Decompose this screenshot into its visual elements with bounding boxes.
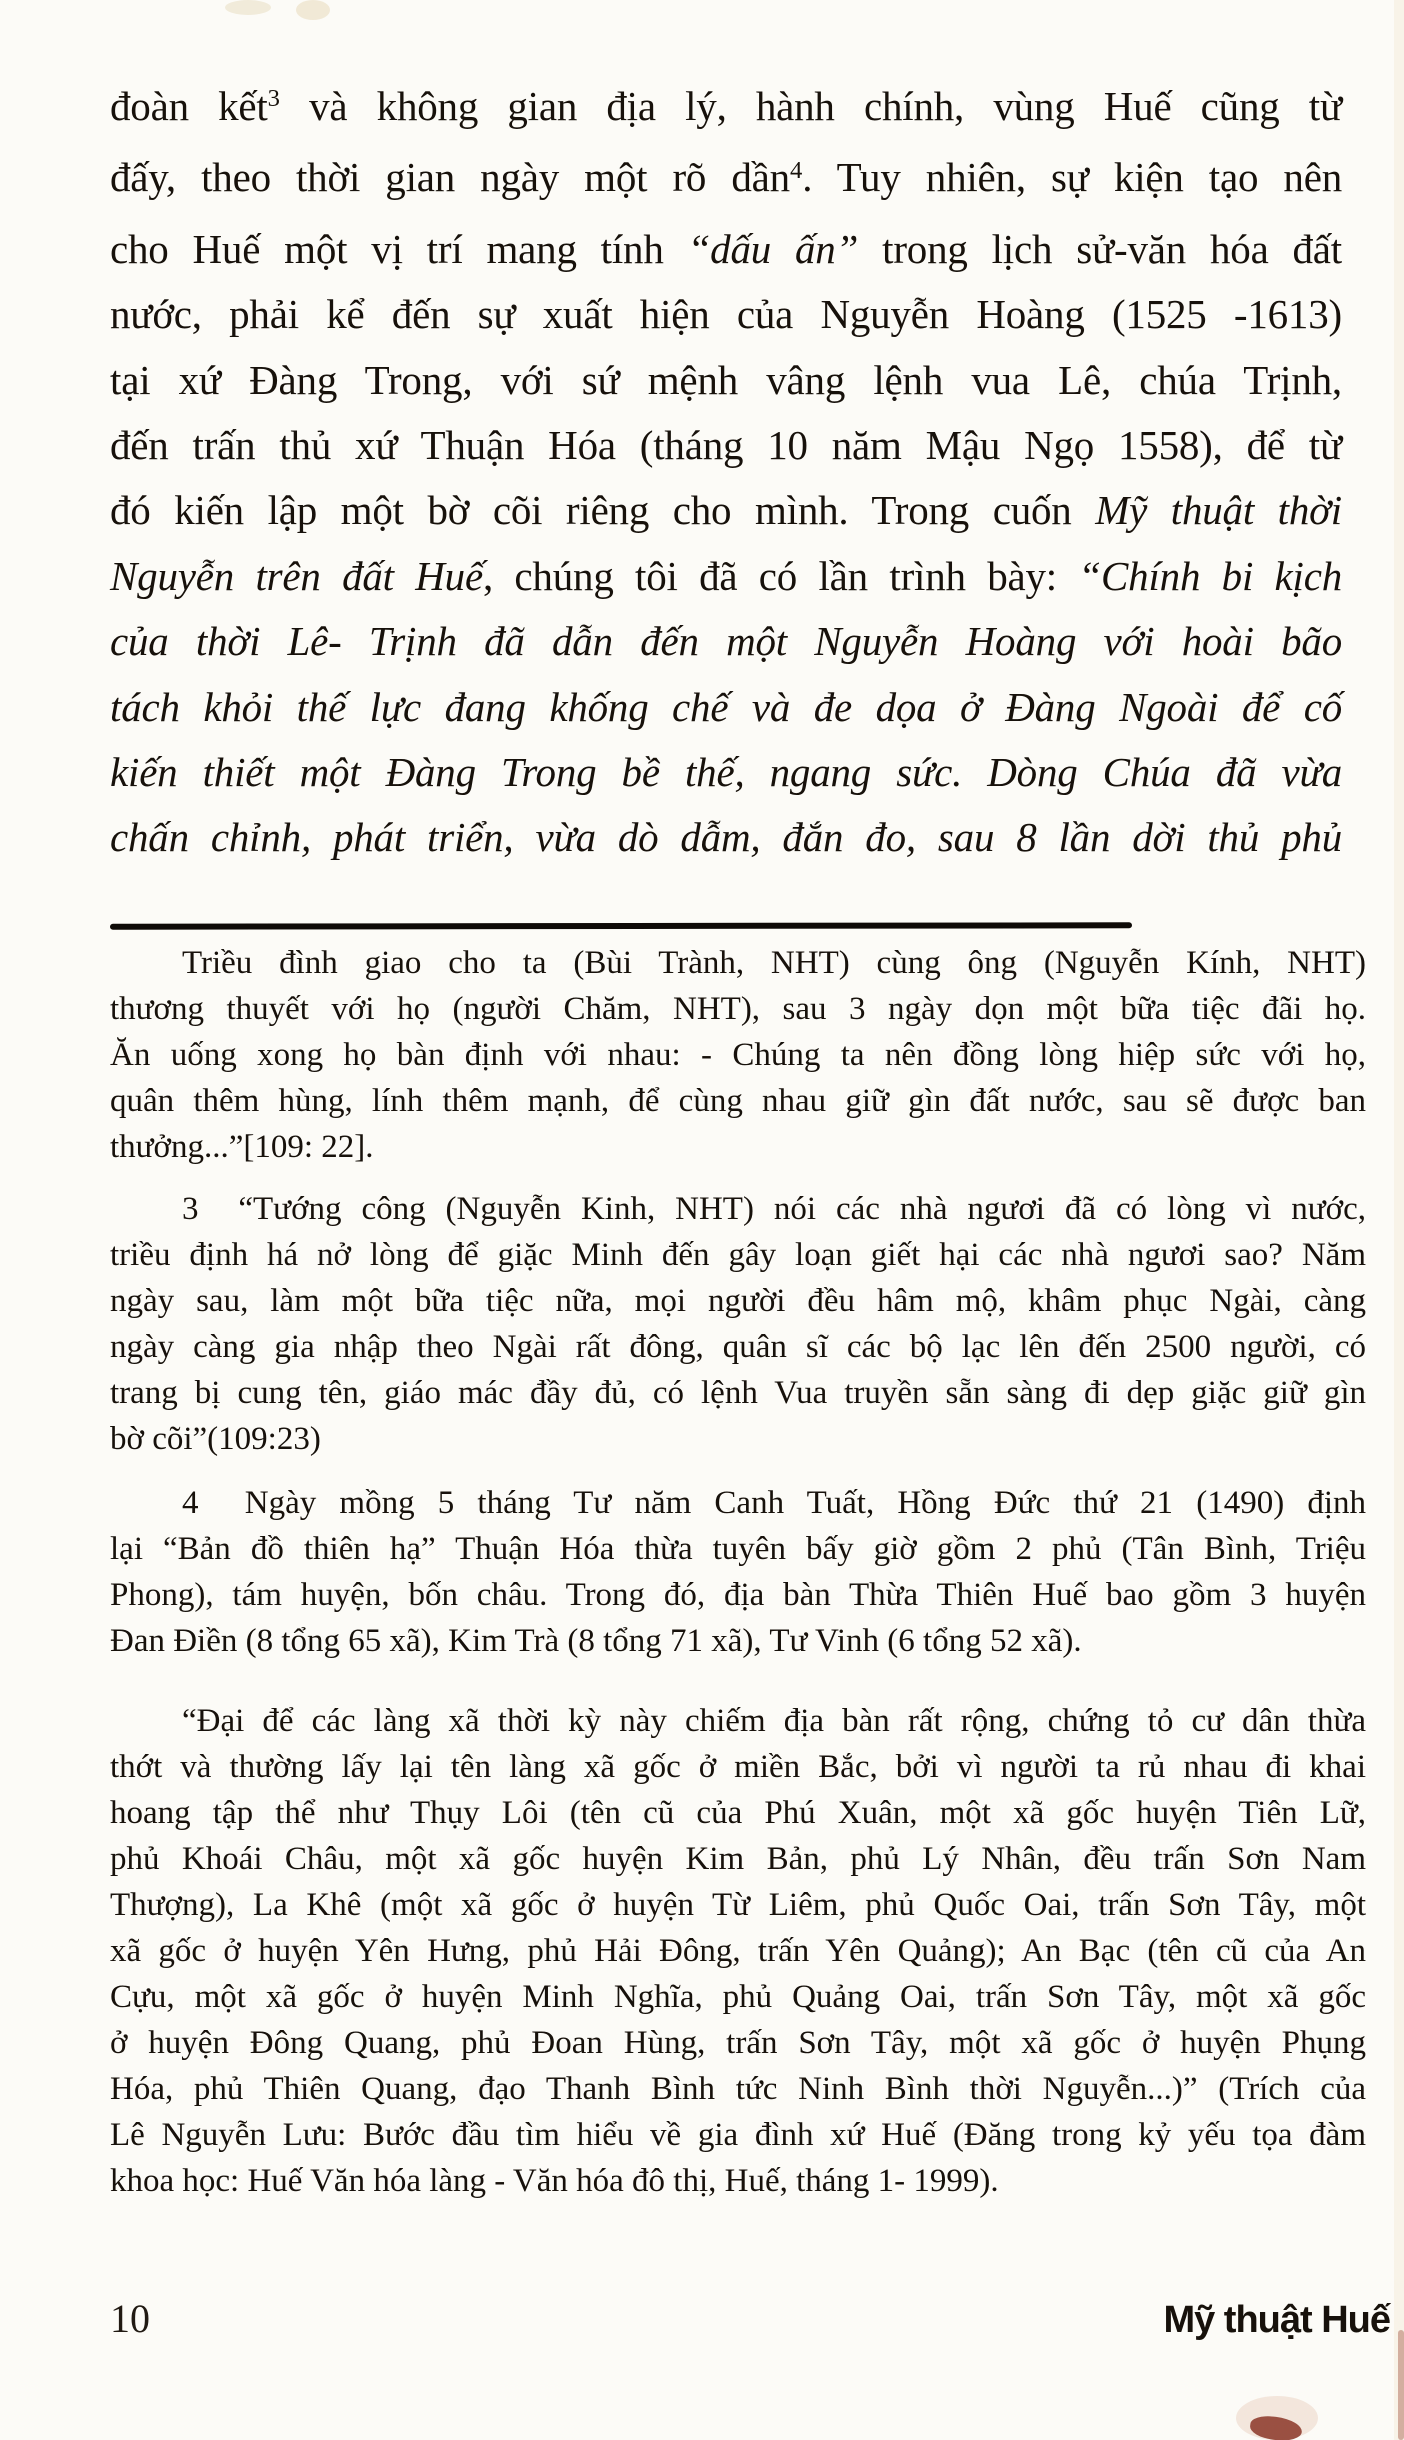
body-line — [110, 145, 1342, 216]
footnote-line: phủ Khoái Châu, một xã gốc huyện Kim Bản, phủ Lý Nhân, đều trấn Sơn Nam — [110, 1841, 1366, 1877]
footnote-line: Hóa, phủ Thiên Quang, đạo Thanh Bình tức Ninh Bình thời Nguyễn...)” (Trích của — [110, 2071, 1366, 2107]
footnote-line: trang bị cung tên, giáo mác đầy đủ, có lệnh Vua truyền sẵn sàng đi dẹp giặc giữ gìn — [110, 1375, 1366, 1411]
italic-run: “dấu ấn” — [687, 225, 859, 272]
body-line — [110, 805, 1342, 870]
italic-run: chấn chỉnh, phát triển, vừa dò dẫm, đắn đo, sau 8 lần dời thủ phủ — [110, 814, 1342, 861]
page-number: 10 — [110, 2296, 150, 2341]
running-title: Mỹ thuật Huế — [1163, 2299, 1390, 2341]
footnote-line: xã gốc ở huyện Yên Hưng, phủ Hải Đông, trấn Yên Quảng); An Bạc (tên cũ của An — [110, 1933, 1366, 1969]
italic-run: Nguyễn trên đất Huế — [110, 552, 483, 599]
footnote-line: khoa học: Huế Văn hóa làng - Văn hóa đô thị, Huế, tháng 1- 1999). — [110, 2163, 999, 2199]
italic-run: tách khỏi thế lực đang khống chế và đe dọa ở Đàng Ngoài để cố — [110, 683, 1342, 730]
footnote-line: 4 Ngày mồng 5 tháng Tư năm Canh Tuất, Hồng Đức thứ 21 (1490) định — [182, 1485, 1366, 1521]
footnotes-section — [110, 940, 1366, 2220]
text-run: và không gian địa lý, hành chính, vùng Huế cũng từ — [279, 83, 1342, 129]
footnote-paragraph — [110, 940, 1366, 1170]
italic-run: kiến thiết một Đàng Trong bề thế, ngang sức. Dòng Chúa đã vừa — [110, 749, 1342, 796]
text-run: . Tuy nhiên, sự kiện tạo nên — [802, 154, 1342, 201]
body-line — [110, 478, 1342, 543]
scan-edge-stain — [1398, 2330, 1404, 2440]
footnote-line: Phong), tám huyện, bốn châu. Trong đó, địa bàn Thừa Thiên Huế bao gồm 3 huyện — [110, 1577, 1366, 1613]
body-line — [110, 217, 1342, 282]
footnote-line: Lê Nguyễn Lưu: Bước đầu tìm hiểu về gia đình xứ Huế (Đăng trong kỷ yếu tọa đàm — [110, 2117, 1366, 2153]
text-run: cho Huế một vị trí mang tính — [110, 225, 688, 272]
italic-run: “Chính bi kịch — [1078, 552, 1343, 599]
body-line — [110, 282, 1342, 347]
footnote-line: lại “Bản đồ thiên hạ” Thuận Hóa thừa tuyên bấy giờ gồm 2 phủ (Tân Bình, Triệu — [110, 1531, 1366, 1567]
text-run: trong lịch sử-văn hóa đất — [858, 225, 1342, 272]
footnote-line: Cựu, một xã gốc ở huyện Minh Nghĩa, phủ Quảng Oai, trấn Sơn Tây, một xã gốc — [110, 1979, 1366, 2015]
footnote-line: 3 “Tướng công (Nguyễn Kinh, NHT) nói các nhà ngươi đã có lòng vì nước, — [182, 1191, 1366, 1227]
footnote-line: “Đại để các làng xã thời kỳ này chiếm địa bàn rất rộng, chứng tỏ cư dân thừa — [182, 1703, 1366, 1739]
footnote-separator-line — [110, 922, 1132, 929]
footnote-paragraph — [110, 1698, 1366, 2204]
body-line — [110, 544, 1342, 609]
italic-run: của thời Lê- Trịnh đã dẫn đến một Nguyễn Hoàng với hoài bão — [110, 618, 1342, 665]
footnote-line: bờ cõi”(109:23) — [110, 1421, 321, 1457]
scan-smudge-top-1 — [225, 0, 271, 15]
text-run: , chúng tôi đã có lần trình bày: — [482, 552, 1079, 599]
text-run: đoàn kết — [110, 83, 268, 129]
text-run: đó kiến lập một bờ cõi riêng cho mình. Trong cuốn — [110, 487, 1096, 534]
footnote-line: hoang tập thể như Thụy Lôi (tên cũ của Phú Xuân, một xã gốc huyện Tiên Lữ, — [110, 1795, 1366, 1831]
footnote-line: Thượng), La Khê (một xã gốc ở huyện Từ Liêm, phủ Quốc Oai, trấn Sơn Tây, một — [110, 1887, 1366, 1923]
body-line — [110, 609, 1342, 674]
footnote-marker-superscript: 3 — [267, 85, 280, 113]
footnote-line: ngày sau, làm một bữa tiệc nữa, mọi người đều hâm mộ, khâm phục Ngài, càng — [110, 1283, 1366, 1319]
body-text — [110, 74, 1342, 871]
footnote-line: thớt và thường lấy lại tên làng xã gốc ở miền Bắc, bởi vì người ta rủ nhau đi khai — [110, 1749, 1366, 1785]
body-line — [110, 348, 1342, 413]
footnote-paragraph — [110, 1480, 1366, 1664]
footnote-line: Ăn uống xong họ bàn định với nhau: - Chúng ta nên đồng lòng hiệp sức với họ, — [110, 1037, 1366, 1073]
italic-run: Mỹ thuật thời — [1095, 487, 1342, 534]
footnote-line: ở huyện Đông Quang, phủ Đoan Hùng, trấn Sơn Tây, một xã gốc ở huyện Phụng — [110, 2025, 1366, 2061]
footnote-marker-superscript: 4 — [789, 156, 803, 184]
scan-page-edge — [1394, 0, 1404, 2440]
body-line — [110, 675, 1342, 740]
body-line — [110, 740, 1342, 805]
footnote-line: thương thuyết với họ (người Chăm, NHT), sau 3 ngày dọn một bữa tiệc đãi họ. — [110, 991, 1366, 1027]
text-run: nước, phải kể đến sự xuất hiện của Nguyễn Hoàng (1525 -1613) — [110, 291, 1342, 338]
footnote-line: ngày càng gia nhập theo Ngài rất đông, quân sĩ các bộ lạc lên đến 2500 người, có — [110, 1329, 1366, 1365]
footnote-line: Đan Điền (8 tổng 65 xã), Kim Trà (8 tổng 71 xã), Tư Vinh (6 tổng 52 xã). — [110, 1623, 1082, 1659]
footnote-paragraph — [110, 1186, 1366, 1462]
page-footer — [110, 2295, 1390, 2342]
footnote-line: thưởng...”[109: 22]. — [110, 1129, 374, 1165]
scan-smudge-top-2 — [296, 0, 330, 20]
body-line — [110, 74, 1342, 145]
footnote-line: triều định há nở lòng để giặc Minh đến gây loạn giết hại các nhà ngươi sao? Năm — [110, 1237, 1366, 1273]
body-line — [110, 413, 1342, 478]
text-run: đấy, theo thời gian ngày một rõ dần — [110, 154, 790, 201]
text-run: tại xứ Đàng Trong, với sứ mệnh vâng lệnh vua Lê, chúa Trịnh, — [110, 356, 1342, 403]
footnote-line: Triều đình giao cho ta (Bùi Trành, NHT) cùng ông (Nguyễn Kính, NHT) — [182, 945, 1366, 981]
text-run: đến trấn thủ xứ Thuận Hóa (tháng 10 năm Mậu Ngọ 1558), để từ — [110, 422, 1342, 469]
footnote-line: quân thêm hùng, lính thêm mạnh, để cùng nhau giữ gìn đất nước, sau sẽ được ban — [110, 1083, 1366, 1119]
